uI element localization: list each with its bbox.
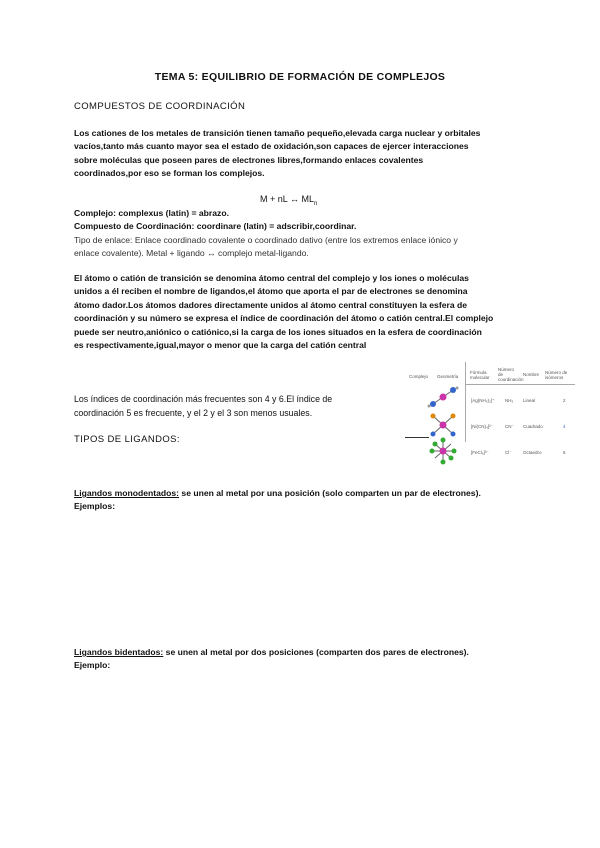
bidentados-text: se unen al metal por dos posiciones (comparten dos pares de electrones). [163,647,469,657]
indices-line: Los índices de coordinación más frecuentes son 4 y 6.El índice de [74,394,333,404]
enlace-line: enlace covalente). Metal + ligando ↔ complejo metal-ligando. [74,248,309,259]
table-header: Número de coordinación [498,367,524,382]
row-ligand: NH₃ [505,398,514,403]
bidentados-examples: Ejemplo: [74,660,111,671]
row-geometry: Cuadrado [523,424,543,429]
bidentados-line [74,646,554,659]
def-complejo: Complejo: complexus (latin) = abrazo. [74,208,229,218]
intro-paragraph [74,127,534,181]
section-heading-coordinacion: COMPUESTOS DE COORDINACIÓN [74,101,246,112]
definitions [74,207,534,234]
atomo-line: puede ser neutro,aniónico o catiónico,si la carga de los iones situados en la esfera de coordinación [74,326,482,337]
row-formula: [FeCl₆]³⁻ [471,450,489,455]
atomo-central-paragraph [74,272,534,352]
square-planar-molecule-icon [431,414,456,437]
octahedral-molecule-icon [430,438,457,465]
table-header: Nombre [523,372,540,377]
row-ligand: CN⁻ [505,424,514,429]
row-geometry: Lineal [523,398,536,403]
row-number: 2 [563,398,566,403]
atomo-line: El átomo o catión de transición se denomina átomo central del complejo y los iones o moléculas [74,273,469,283]
table-header: Fórmula molecular [470,370,490,380]
page-title: TEMA 5: EQUILIBRIO DE FORMACIÓN DE COMPLEJOS [154,71,446,83]
molecule-models [415,382,475,472]
atomo-line: átomo dador.Los átomos dadores directamente unidos al átomo central constituyen la esfera de [74,299,468,310]
intro-line: Los cationes de los metales de transición tienen tamaño pequeño,elevada carga nuclear y orbitales [74,128,481,138]
row-ligand: Cl⁻ [505,450,512,455]
coordination-table-figure [405,362,575,455]
table-header: Geometría [437,374,459,379]
monodentados-examples: Ejemplos: [74,501,116,512]
monodentados-text: se unen al metal por una posición (solo comparten un par de electrones). [179,488,481,498]
monodentados-term: Ligandos monodentados: [74,488,180,498]
indices-paragraph [74,392,374,420]
row-formula: [Ni(CN)₄]²⁻ [471,424,493,429]
table-header: Complejo [409,374,429,379]
equation-right: ML [301,194,314,204]
def-compuesto: Compuesto de Coordinación: coordinare (latin) = adscribir,coordinar. [74,221,357,232]
equation-arrow: ↔ [289,194,299,204]
atomo-line: coordinación y su número se expresa el índice de coordinación del átomo o catión central.El complejo [74,313,494,324]
row-number: 6 [563,450,566,455]
table-divider [465,384,575,385]
def-enlace [74,234,534,261]
monodentados-line [74,487,554,500]
intro-line: coordinados,por eso se forman los complejos. [74,168,265,179]
bidentados-paragraph [74,646,554,673]
enlace-line: Tipo de enlace: Enlace coordinado covalente o coordinado dativo (entre los extremos enlace iónico y [74,235,458,245]
row-geometry: Octaedro [523,450,542,455]
atomo-line: unidos a él reciben el nombre de ligandos,el átomo que aporta el par de electrones se denomina [74,286,468,297]
bidentados-term: Ligandos bidentados: [74,647,164,657]
monodentados-paragraph [74,487,554,514]
row-formula: [Ag(NH₃)₂]⁺ [471,398,495,403]
equation-left: M + nL [260,194,288,204]
formation-equation [260,194,317,207]
equation-subscript: n [313,200,318,207]
indices-line: coordinación 5 es frecuente, y el 2 y el 3 son menos usuales. [74,408,313,418]
atomo-line: es respectivamente,igual,mayor o menor que la carga del catión central [74,340,367,351]
row-number: 4 [563,424,566,429]
table-header: Número de isómeros [545,370,568,380]
intro-line: sobre moléculas que poseen pares de electrones libres,formando enlaces covalentes [74,154,424,165]
section-heading-ligandos: TIPOS DE LIGANDOS: [74,434,180,445]
linear-molecule-icon [428,387,459,408]
intro-line: vacíos,tanto más cuanto mayor sea el estado de oxidación,son capaces de ejercer interacciones [74,141,469,152]
